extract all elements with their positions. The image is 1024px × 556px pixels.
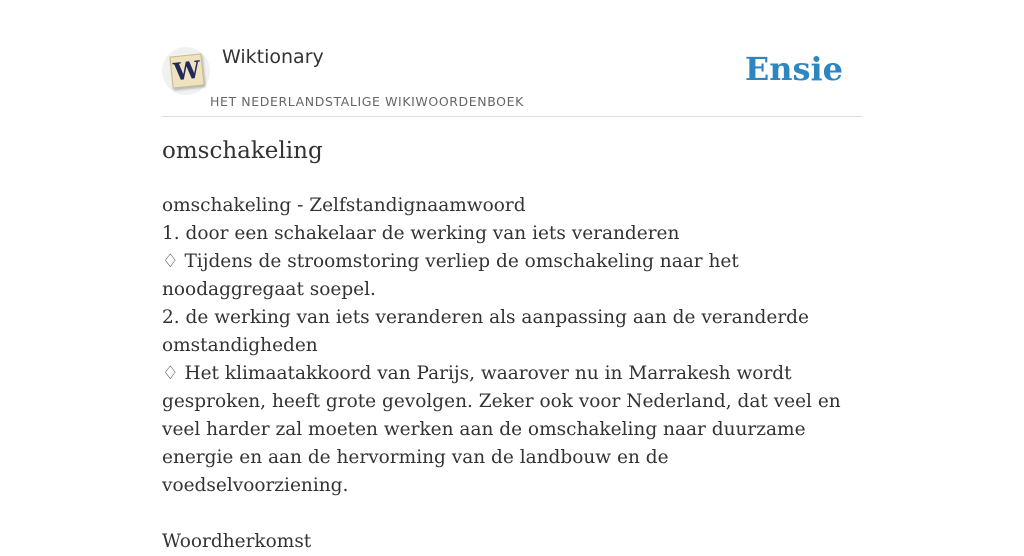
example-1: ♢ Tijdens de stroomstoring verliep de omschakeling naar het noodaggregaat soepel. xyxy=(162,251,739,300)
definition-1: 1. door een schakelaar de werking van iets veranderen xyxy=(162,223,680,244)
entry-content xyxy=(162,192,852,556)
etymology-heading: Woordherkomst xyxy=(162,531,312,552)
entry-heading: omschakeling - Zelfstandignaamwoord xyxy=(162,195,526,216)
logo-tile: W xyxy=(169,53,204,88)
ensie-brand-link[interactable]: Ensie xyxy=(744,50,843,88)
definition-2: 2. de werking van iets veranderen als aanpassing aan de veranderde omstandigheden xyxy=(162,307,809,356)
site-name[interactable]: Wiktionary xyxy=(222,46,324,68)
example-2: ♢ Het klimaatakkoord van Parijs, waarover nu in Marrakesh wordt gesproken, heeft grote gevolgen. Zeker ook voor Nederland, dat veel en veel harder zal moeten werken aan de omschakeling naar duurzame energie en aan de hervorming van de landbouw en de voedselvoorziening. xyxy=(162,363,841,496)
page-title: omschakeling xyxy=(162,138,323,164)
site-header xyxy=(162,44,862,117)
spacer xyxy=(162,500,852,528)
wiktionary-logo-icon[interactable] xyxy=(162,47,210,95)
site-subtitle: HET NEDERLANDSTALIGE WIKIWOORDENBOEK xyxy=(210,94,524,109)
